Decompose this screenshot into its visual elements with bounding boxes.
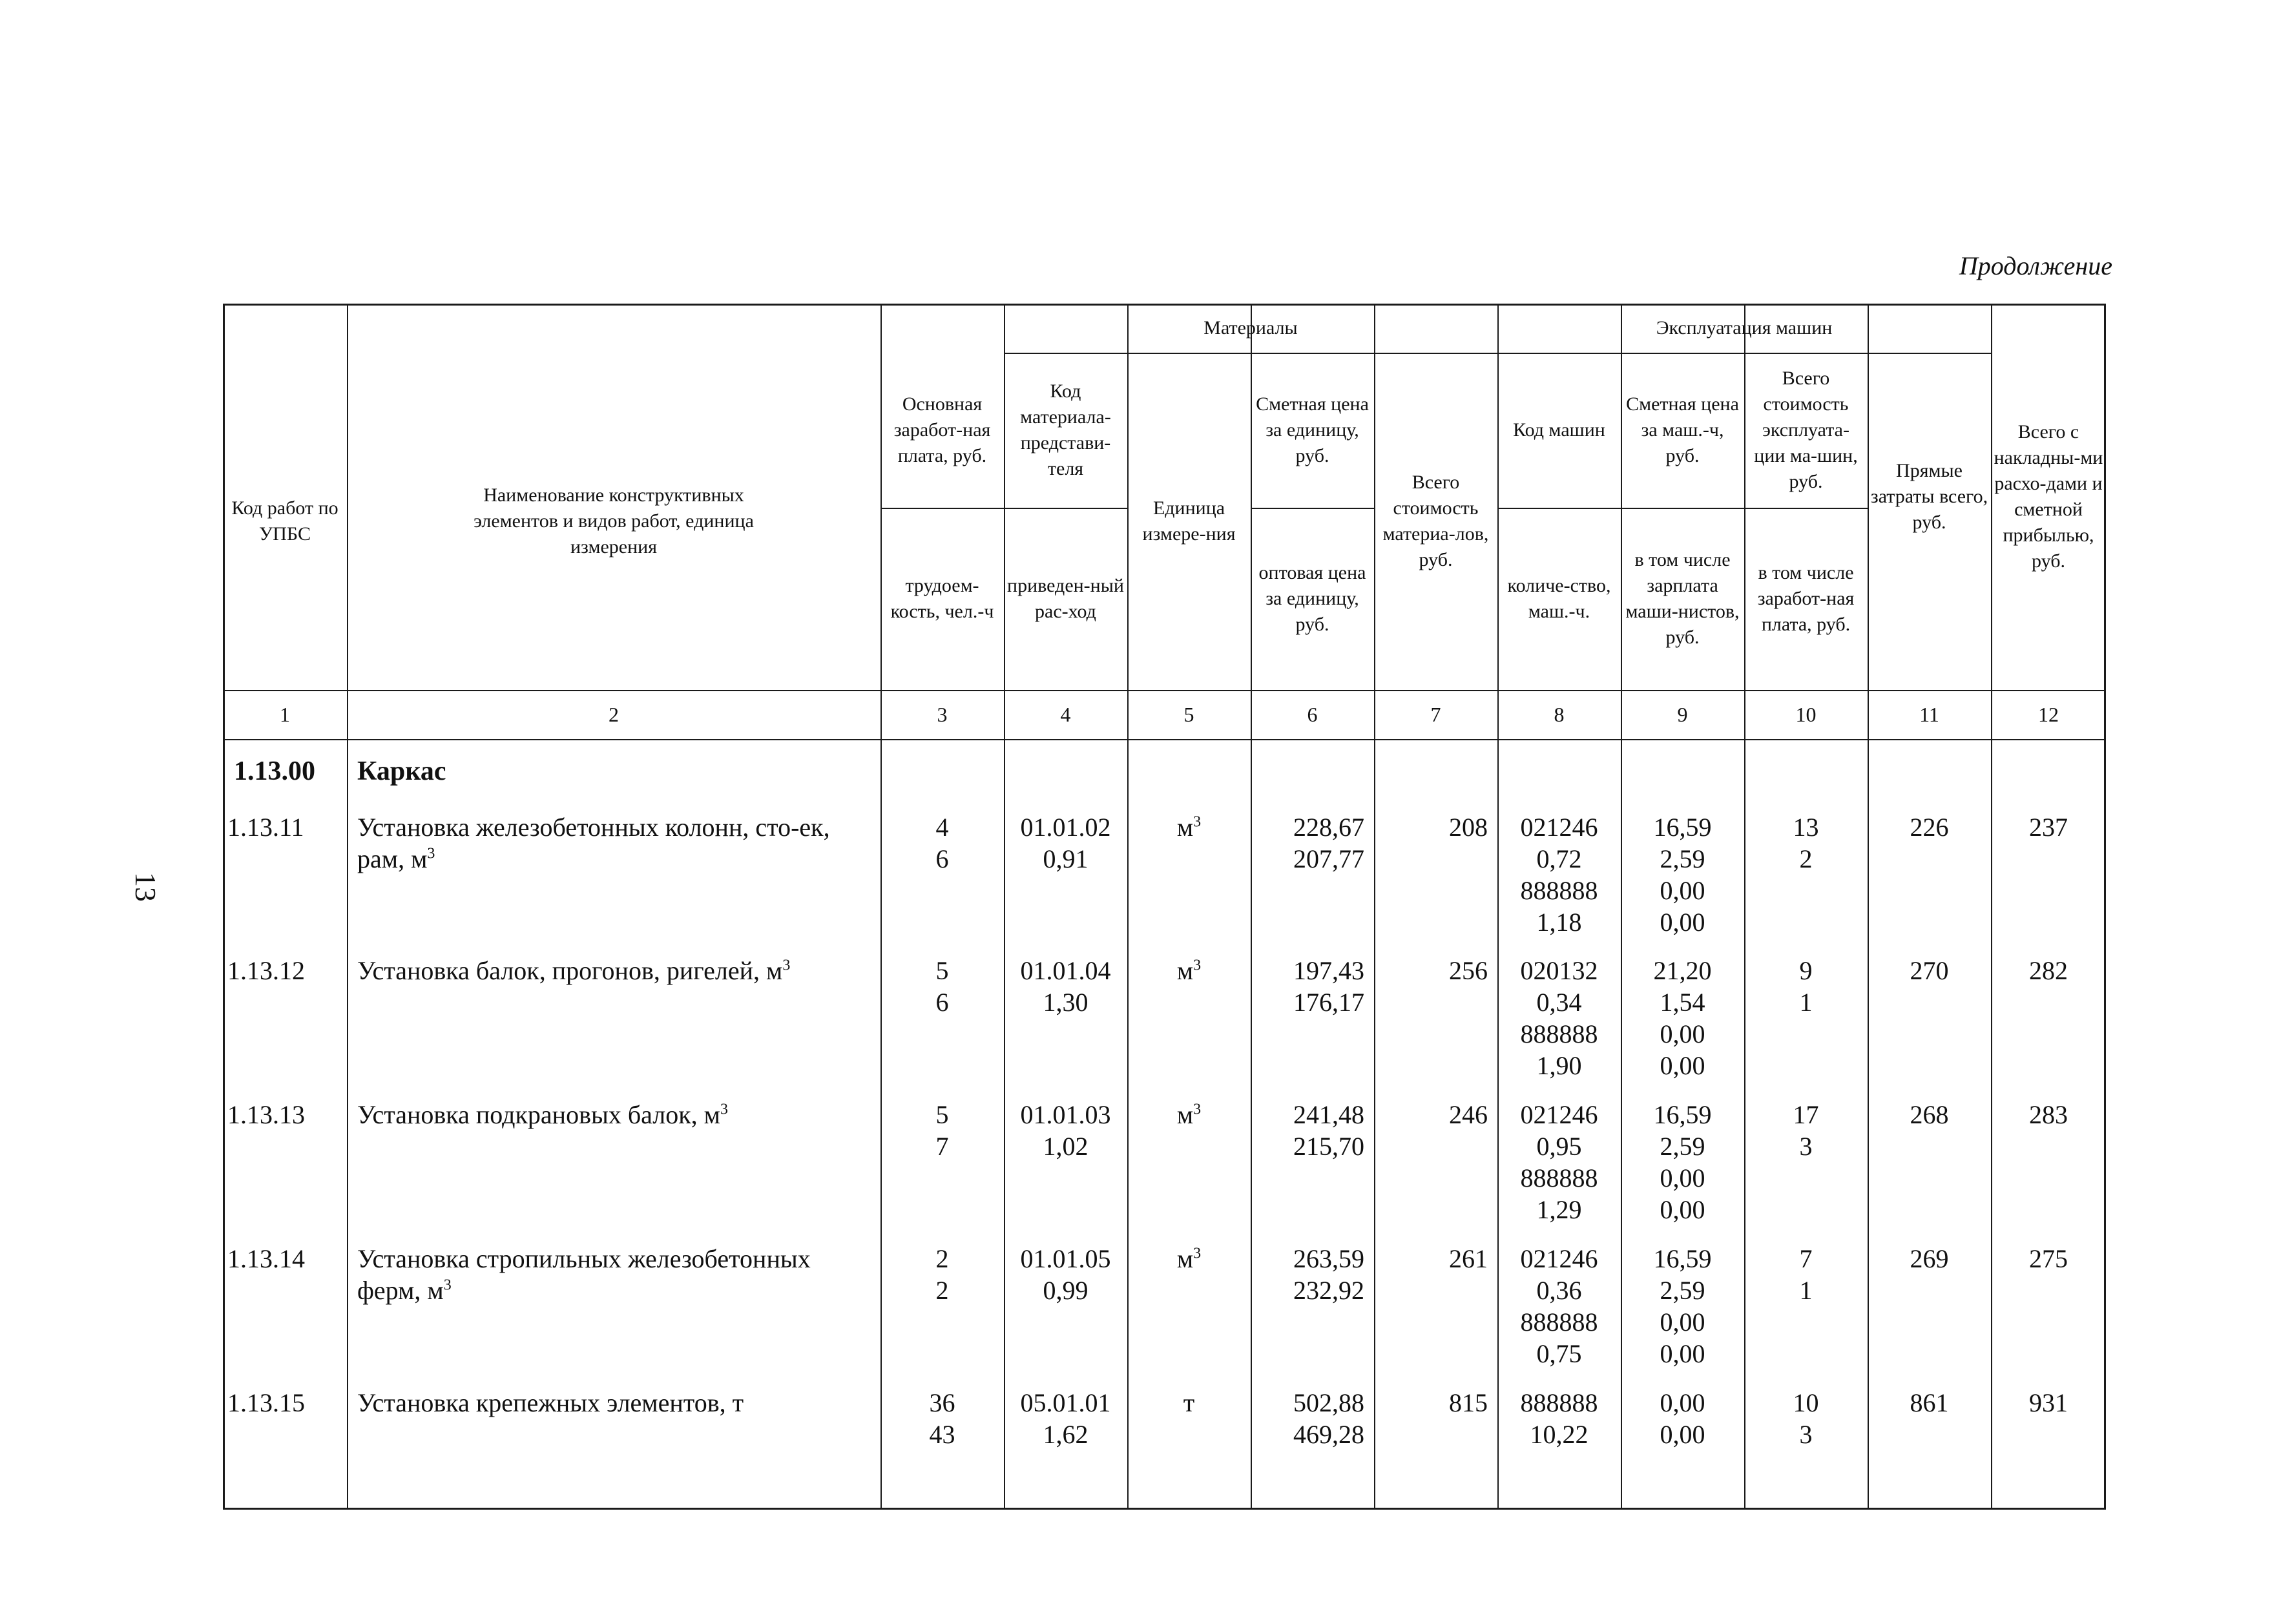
header-direct-costs: Прямые затраты всего, руб. [1870, 460, 1988, 533]
row-machine-codes: 021246 0,95 888888 1,29 [1520, 1100, 1598, 1224]
row-unit: $м^3$ [1176, 1244, 1202, 1273]
page-number: 13 [129, 872, 162, 902]
row-grand-total: 237 [2029, 813, 2068, 842]
row-machine-codes: 021246 0,72 888888 1,18 [1520, 813, 1598, 937]
row-machine-codes: 888888 10,22 [1520, 1388, 1598, 1449]
row-material-total: 246 [1449, 1100, 1488, 1129]
header-name: Наименование конструктивных элементов и видов работ, единица измерения [474, 484, 754, 557]
row-code: 1.13.13 [227, 1100, 305, 1129]
column-number: 2 [609, 703, 619, 726]
column-number: 7 [1430, 703, 1441, 726]
row-prices: 502,88 469,28 [1293, 1388, 1364, 1449]
header-machines: Эксплуатация машин [1656, 317, 1833, 338]
header-machine-code: Код машин [1513, 419, 1605, 441]
row-wage-labor: 5 6 [935, 956, 949, 1017]
column-number: 9 [1677, 703, 1688, 726]
header-labor: трудоем-кость, чел.-ч [890, 575, 994, 622]
row-direct-costs: 861 [1910, 1388, 1949, 1417]
row-machine-prices: 16,59 2,59 0,00 0,00 [1653, 813, 1712, 937]
row-prices: 263,59 232,92 [1293, 1244, 1364, 1305]
header-machine-total-wage: в том числе заработ-ная плата, руб. [1757, 562, 1855, 635]
header-unit: Единица измере-ния [1142, 497, 1236, 545]
row-code: 1.13.14 [227, 1244, 305, 1273]
column-number: 3 [937, 703, 948, 726]
continuation-label: Продолжение [1959, 251, 2112, 280]
row-machine-prices: 16,59 2,59 0,00 0,00 [1653, 1100, 1712, 1224]
section-code: 1.13.00 [234, 756, 315, 786]
row-name: Установка крепежных элементов, т [357, 1388, 744, 1417]
row-grand-total: 283 [2029, 1100, 2068, 1129]
row-name: Установка балок, прогонов, ригелей, $м^3$ [357, 956, 791, 985]
row-unit: т [1183, 1388, 1195, 1417]
column-numbers-rule [223, 739, 2106, 740]
header-machine-total: Всего стоимость эксплуата-ции ма-шин, руб. [1754, 368, 1858, 492]
column-number: 12 [2038, 703, 2059, 726]
row-machine-totals: 13 2 [1793, 813, 1819, 873]
header-machine-price: Сметная цена за маш.-ч, руб. [1626, 393, 1739, 466]
row-wage-labor: 5 7 [935, 1100, 949, 1161]
column-number: 10 [1795, 703, 1817, 726]
header-machine-quantity: количе-ство, маш.-ч. [1507, 575, 1611, 622]
row-machine-totals: 10 3 [1793, 1388, 1819, 1449]
row-direct-costs: 226 [1910, 813, 1949, 842]
row-wage-labor: 4 6 [935, 813, 949, 873]
header-bottom-rule [223, 690, 2106, 691]
row-unit: $м^3$ [1176, 956, 1202, 985]
row-material-code-rate: 01.01.05 0,99 [1020, 1244, 1111, 1305]
column-number: 1 [280, 703, 290, 726]
row-machine-codes: 020132 0,34 888888 1,90 [1520, 956, 1598, 1080]
header-machine-operator-wage: в том числе зарплата маши-нистов, руб. [1625, 549, 1740, 648]
row-machine-totals: 7 1 [1799, 1244, 1813, 1305]
row-material-code-rate: 05.01.01 1,62 [1020, 1388, 1111, 1449]
row-unit: $м^3$ [1176, 1100, 1202, 1129]
row-name: Установка подкрановых балок, $м^3$ [357, 1100, 728, 1129]
header-material-rate: приведен-ный рас-ход [1007, 575, 1124, 622]
row-prices: 197,43 176,17 [1293, 956, 1364, 1017]
row-direct-costs: 268 [1910, 1100, 1949, 1129]
row-code: 1.13.15 [227, 1388, 305, 1417]
row-grand-total: 282 [2029, 956, 2068, 985]
row-material-total: 815 [1449, 1388, 1488, 1417]
column-number: 11 [1919, 703, 1939, 726]
row-code: 1.13.11 [227, 813, 304, 842]
column-number: 8 [1554, 703, 1565, 726]
row-name: Установка железобетонных колонн, сто-ек, рам, $м^3$ [357, 813, 830, 873]
header-wholesale-price: оптовая цена за единицу, руб. [1258, 562, 1366, 635]
column-number: 5 [1183, 703, 1194, 726]
row-material-code-rate: 01.01.04 1,30 [1020, 956, 1111, 1017]
header-wage: Основная заработ-ная плата, руб. [893, 393, 991, 466]
row-material-code-rate: 01.01.03 1,02 [1020, 1100, 1111, 1161]
row-wage-labor: 36 43 [929, 1388, 955, 1449]
header-grand-total: Всего с накладны-ми расхо-дами и сметной прибылью, руб. [1994, 421, 2103, 572]
header-material-total: Всего стоимость материа-лов, руб. [1382, 472, 1489, 570]
row-code: 1.13.12 [227, 956, 305, 985]
row-prices: 241,48 215,70 [1293, 1100, 1364, 1161]
row-name: Установка стропильных железобетонных ферм, $м^3$ [357, 1244, 811, 1305]
row-machine-prices: 16,59 2,59 0,00 0,00 [1653, 1244, 1712, 1368]
row-wage-labor: 2 2 [935, 1244, 949, 1305]
row-material-total: 208 [1449, 813, 1488, 842]
row-grand-total: 275 [2029, 1244, 2068, 1273]
column-number: 4 [1060, 703, 1071, 726]
section-title: Каркас [357, 756, 446, 786]
row-material-total: 261 [1449, 1244, 1488, 1273]
row-grand-total: 931 [2029, 1388, 2068, 1417]
row-direct-costs: 269 [1910, 1244, 1949, 1273]
header-code: Код работ по УПБС [231, 497, 339, 545]
row-machine-prices: 21,20 1,54 0,00 0,00 [1653, 956, 1712, 1080]
row-material-code-rate: 01.01.02 0,91 [1020, 813, 1111, 873]
header-estimate-price: Сметная цена за единицу, руб. [1256, 393, 1369, 466]
row-direct-costs: 270 [1910, 956, 1949, 985]
row-machine-codes: 021246 0,36 888888 0,75 [1520, 1244, 1598, 1368]
header-material-code: Код материала-представи-теля [1020, 380, 1111, 479]
row-unit: $м^3$ [1176, 813, 1202, 842]
row-machine-totals: 17 3 [1793, 1100, 1819, 1161]
row-machine-totals: 9 1 [1799, 956, 1813, 1017]
row-prices: 228,67 207,77 [1293, 813, 1364, 873]
column-number: 6 [1307, 703, 1318, 726]
header-materials: Материалы [1203, 317, 1298, 338]
row-material-total: 256 [1449, 956, 1488, 985]
row-machine-prices: 0,00 0,00 [1660, 1388, 1705, 1449]
